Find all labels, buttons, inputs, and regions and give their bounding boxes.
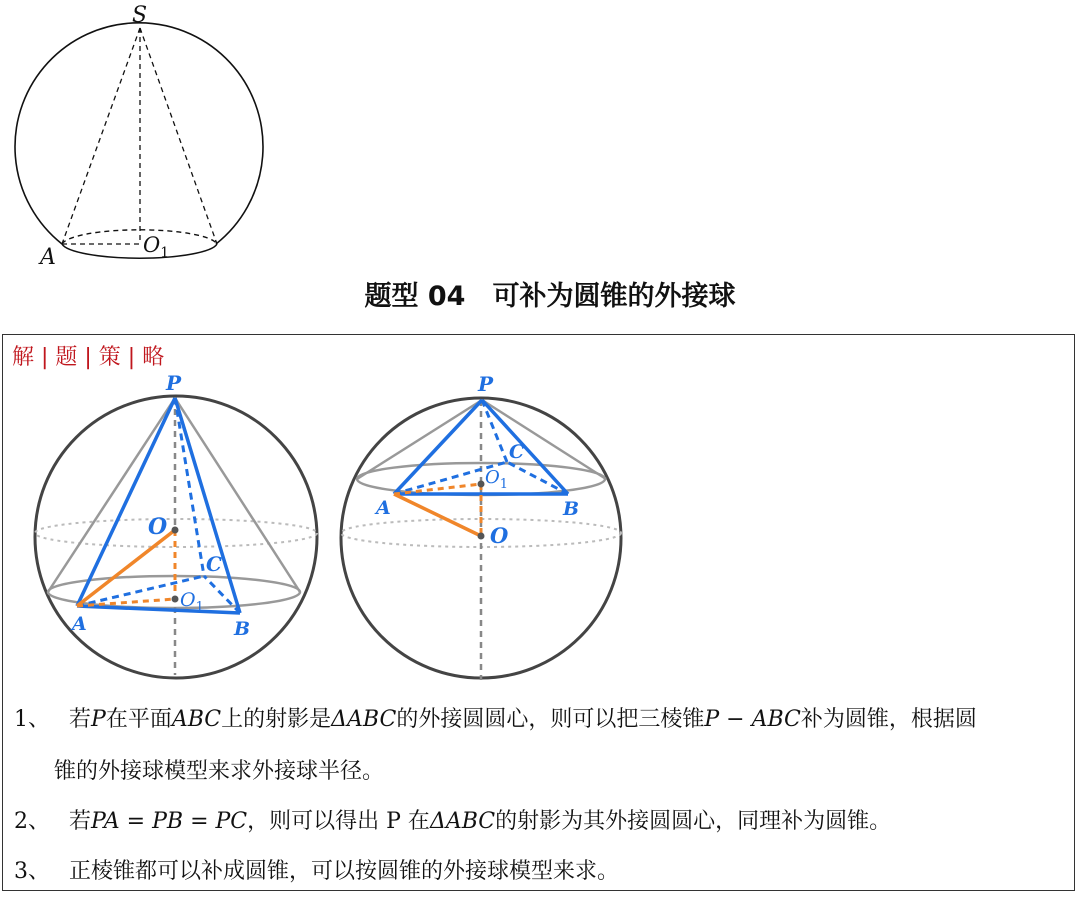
label-O1: $O_1$ bbox=[485, 467, 509, 492]
label-O1: $O_1$ bbox=[143, 233, 170, 261]
label-P: P bbox=[166, 371, 182, 395]
item-3: 3、 正棱锥都可以补成圆锥，可以按圆锥的外接球模型来求。 bbox=[14, 859, 620, 884]
point-O1 bbox=[172, 596, 179, 603]
label-C: C bbox=[509, 441, 525, 463]
item-1-line-2: 锥的外接球模型来求外接球半径。 bbox=[54, 759, 385, 784]
segment-OA bbox=[394, 494, 481, 536]
item-2-number: 2、 bbox=[14, 809, 50, 834]
sphere-outline bbox=[35, 396, 317, 678]
strategy-label: 解 | 题 | 策 | 略 bbox=[12, 345, 165, 370]
edge-PA bbox=[77, 398, 175, 606]
label-B: B bbox=[234, 618, 251, 640]
left-sphere-figure bbox=[0, 370, 340, 685]
label-C: C bbox=[206, 552, 222, 576]
label-A: A bbox=[72, 613, 87, 635]
right-sphere-figure bbox=[330, 370, 630, 685]
section-heading: 题型 04 可补为圆锥的外接球 bbox=[364, 281, 736, 312]
sphere-outline bbox=[15, 23, 263, 244]
label-B: B bbox=[563, 498, 580, 520]
point-O1 bbox=[478, 481, 485, 488]
item-1-line-1: 1、 若P在平面ABC上的射影是ΔABC的外接圆圆心，则可以把三棱锥P − ABC补为圆锥，根据圆 bbox=[14, 707, 977, 732]
label-S: S bbox=[132, 3, 148, 28]
label-O: O bbox=[490, 523, 509, 548]
label-P: P bbox=[478, 372, 494, 396]
base-ellipse-front bbox=[62, 244, 217, 258]
label-A: A bbox=[376, 497, 391, 519]
label-O: O bbox=[148, 514, 168, 540]
cone-slant-left bbox=[48, 398, 175, 592]
point-O bbox=[478, 533, 485, 540]
label-O1: $O_1$ bbox=[180, 589, 204, 615]
top-cone-sphere-figure bbox=[0, 0, 290, 275]
slant-right bbox=[140, 28, 217, 244]
item-3-number: 3、 bbox=[14, 859, 50, 884]
cone-slant-right bbox=[175, 398, 300, 592]
label-A: A bbox=[40, 245, 56, 270]
edge-PC bbox=[175, 398, 204, 576]
point-O bbox=[172, 527, 179, 534]
item-2: 2、 若PA = PB = PC，则可以得出 P 在ΔABC的射影为其外接圆圆心，同理补为圆锥。 bbox=[14, 809, 892, 834]
slant-left bbox=[62, 28, 140, 244]
item-1-number: 1、 bbox=[14, 707, 50, 732]
